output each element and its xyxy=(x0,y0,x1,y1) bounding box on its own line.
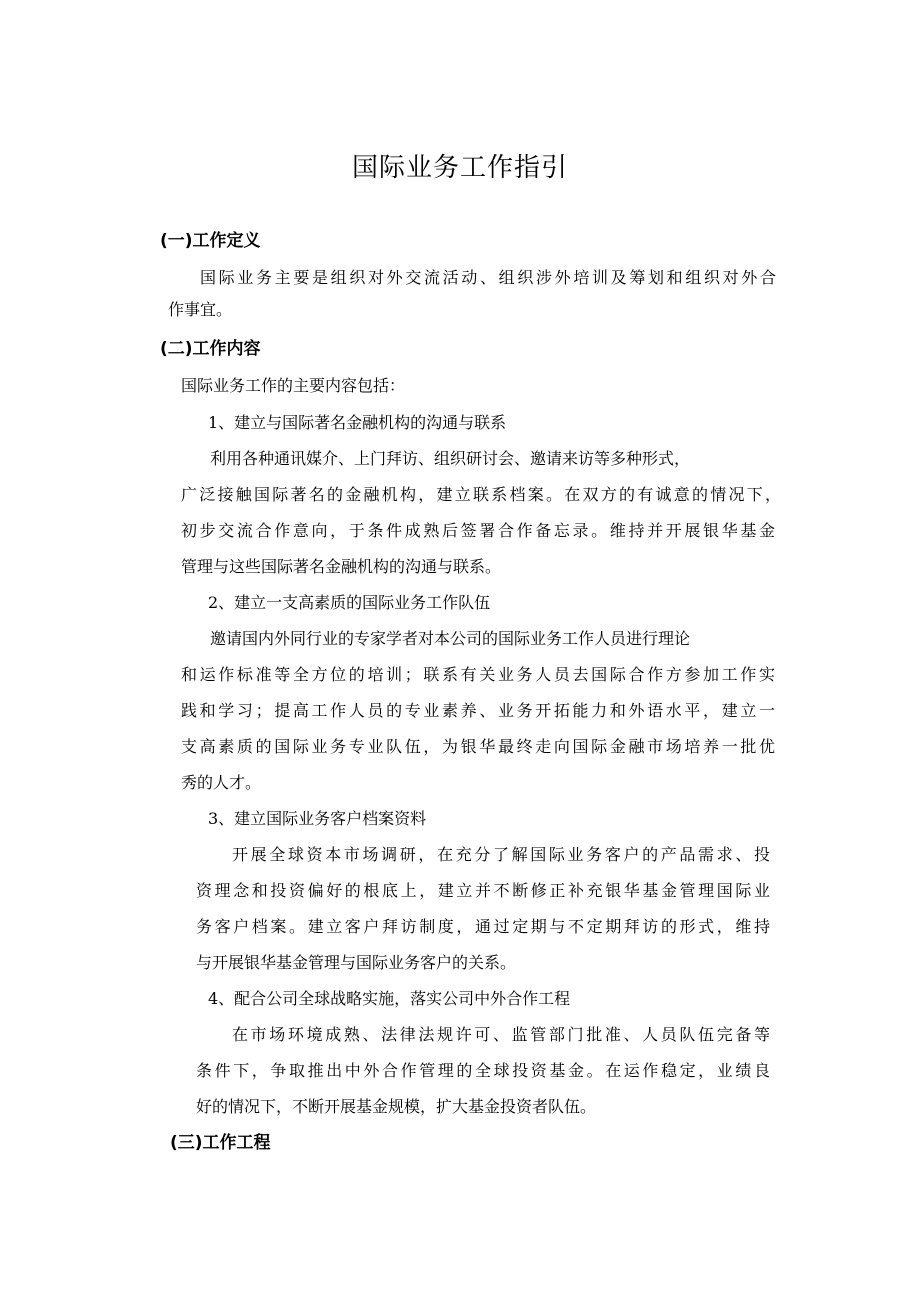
paragraph-line: 与开展银华基金管理与国际业务客户的关系。 xyxy=(196,953,517,972)
section-heading-definition: (一)工作定义 xyxy=(160,231,261,251)
paragraph-line: 利用各种通讯媒介、上门拜访、组织研讨会、邀请来访等多种形式， xyxy=(210,449,691,468)
paragraph-line: 广泛接触国际著名的金融机构，建立联系档案。在双方的有诚意的情况下， xyxy=(181,485,781,504)
section-intro: 国际业务工作的主要内容包括： xyxy=(181,376,406,395)
paragraph-line: 初步交流合作意向，于条件成熟后签署合作备忘录。维持并开展银华基金 xyxy=(181,521,775,540)
paragraph-line: 条件下，争取推出中外合作管理的全球投资基金。在运作稳定，业绩良 xyxy=(196,1061,770,1080)
paragraph-line: 邀请国内外同行业的专家学者对本公司的国际业务工作人员进行理论 xyxy=(210,629,691,648)
paragraph-line: 务客户档案。建立客户拜访制度，通过定期与不定期拜访的形式，维持 xyxy=(196,917,770,936)
paragraph-line: 在市场环境成熟、法律法规许可、监管部门批准、人员队伍完备等 xyxy=(232,1025,770,1044)
paragraph-line: 秀的人才。 xyxy=(181,773,262,792)
paragraph-line: 资理念和投资偏好的根底上，建立并不断修正补充银华基金管理国际业 xyxy=(196,881,770,900)
section-heading-content: (二)工作内容 xyxy=(160,339,261,359)
paragraph-line: 管理与这些国际著名金融机构的沟通与联系。 xyxy=(181,557,502,576)
item-title-1: 1、建立与国际著名金融机构的沟通与联系 xyxy=(208,413,507,432)
item-title-2: 2、建立一支高素质的国际业务工作队伍 xyxy=(208,593,491,612)
paragraph-line: 践和学习；提高工作人员的专业素养、业务开拓能力和外语水平，建立一 xyxy=(181,701,775,720)
paragraph-line: 开展全球资本市场调研，在充分了解国际业务客户的产品需求、投 xyxy=(232,845,770,864)
paragraph-line: 国际业务主要是组织对外交流活动、组织涉外培训及筹划和组织对外合 xyxy=(200,268,776,287)
paragraph-line: 和运作标准等全方位的培训；联系有关业务人员去国际合作方参加工作实 xyxy=(181,665,775,684)
section-heading-project: (三)工作工程 xyxy=(170,1133,271,1153)
paragraph-line: 支高素质的国际业务专业队伍，为银华最终走向国际金融市场培养一批优 xyxy=(181,737,775,756)
paragraph-line: 作事宜。 xyxy=(168,300,233,319)
paragraph-line: 好的情况下，不断开展基金规模，扩大基金投资者队伍。 xyxy=(196,1097,597,1116)
item-title-4: 4、配合公司全球战略实施，落实公司中外合作工程 xyxy=(208,989,571,1008)
item-title-3: 3、建立国际业务客户档案资料 xyxy=(208,809,427,828)
document-title: 国际业务工作指引 xyxy=(351,153,568,183)
